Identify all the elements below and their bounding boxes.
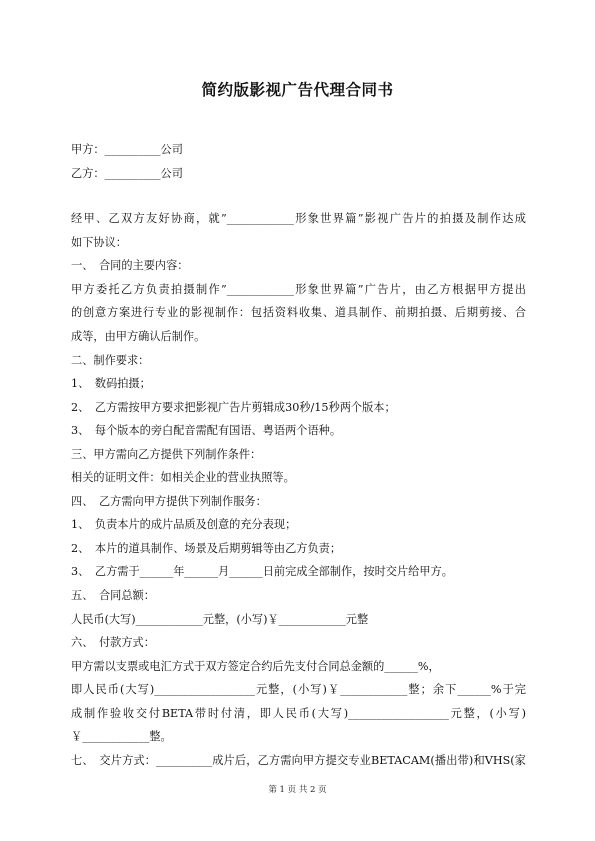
section-2-item-2: 2、 乙方需按甲方要求把影视广告片剪辑成30秒/15秒两个版本； (71, 401, 396, 414)
section-3-text: 相关的证明文件：如相关企业的营业执照等。 (71, 471, 295, 484)
section-4-item-1: 1、 负责本片的成片品质及创意的充分表现； (71, 518, 297, 531)
section-6-heading: 六、 付款方式： (71, 636, 155, 649)
page-footer: 第 1 页 共 2 页 (268, 785, 327, 795)
preamble-line-1: 经甲、乙双方友好协商，就”____________形象世界篇”影视广告片的拍摄及制作达成 (71, 212, 526, 225)
section-6-text-4: ￥____________整。 (71, 730, 172, 743)
section-1-text-1: 甲方委托乙方负责拍摄制作”____________形象世界篇”广告片，由乙方根据甲方提出 (71, 283, 526, 296)
section-2-heading: 二、制作要求： (71, 354, 150, 367)
section-4-item-2: 2、 本片的道具制作、场景及后期剪辑等由乙方负责； (71, 542, 342, 555)
section-1-heading: 一、 合同的主要内容： (71, 259, 189, 272)
section-1-text-2: 的创意方案进行专业的影视制作：包括资料收集、道具制作、前期拍摄、后期剪接、合 (71, 306, 526, 319)
section-4-item-3: 3、 乙方需于______年______月______日前完成全部制作，按时交片给甲方。 (71, 565, 453, 578)
section-5-amount: 人民币(大写)____________元整，(小写)￥____________元整 (71, 613, 369, 626)
section-1-text-3: 成等，由甲方确认后制作。 (71, 330, 206, 343)
section-5-heading: 五、 合同总额： (71, 589, 155, 602)
section-6-text-2: 即人民币(大写)__________________元整，(小写)￥____________整；余下______%于完 (71, 683, 526, 696)
section-4-heading: 四、 乙方需向甲方提供下列制作服务： (71, 495, 267, 508)
party-b-line: 乙方：__________公司 (71, 167, 183, 180)
section-6-text-3: 成制作验收交付BETA带时付清，即人民币(大写)__________________元整，(小写) (71, 707, 526, 720)
section-7-heading: 七、 交片方式：__________成片后，乙方需向甲方提交专业BETACAM(播出带)和VHS(家 (71, 754, 526, 767)
preamble-line-2: 如下协议： (71, 236, 127, 249)
document-title: 简约版影视广告代理合同书 (201, 81, 394, 99)
party-a-line: 甲方：__________公司 (71, 143, 183, 156)
section-2-item-1: 1、 数码拍摄； (71, 377, 151, 390)
section-3-heading: 三、甲方需向乙方提供下列制作条件： (71, 448, 262, 461)
section-6-text-1: 甲方需以支票或电汇方式于双方签定合约后先支付合同总金额的______%， (71, 660, 440, 673)
section-2-item-3: 3、 每个版本的旁白配音需配有国语、粤语两个语种。 (71, 424, 342, 437)
